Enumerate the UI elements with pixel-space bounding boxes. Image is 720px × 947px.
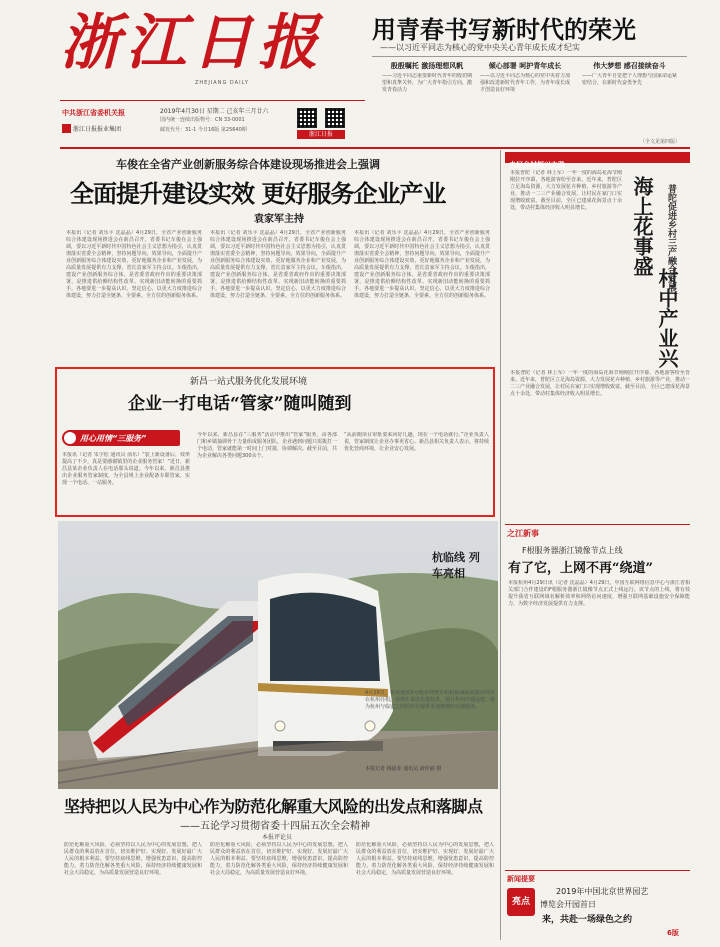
bottom-body-col-2: 防范化解重大风险，必须坚持以人民为中心的发展思想，把人民群众的利益放在首位，切实维护好、实现好、发展好最广大人民的根本利益。要坚持底线思维，增强忧患意识，提高防控能力，着力防范化解各类重大风险，保持经济持续健康发展和社会大局稳定，为高质量发展营造良好环境。 <box>210 842 348 876</box>
promo-col-3-title: 伟大梦想 感召接续奋斗 <box>593 62 666 70</box>
publisher-line: 中共浙江省委机关报 <box>62 109 125 117</box>
column-tag-icon <box>64 432 76 444</box>
feature-kicker: 新昌一站式服务优化发展环境 <box>190 377 308 387</box>
page-ref: 6版 <box>667 929 679 937</box>
highlight-tag: 亮点 <box>507 888 535 916</box>
feature-body-col-1: 本报讯（记者 朱宇松 通讯员 俞乐）“装上新设备后，效率提高了不少，真是要感谢镇里的企业服务管家！”近日，新昌县某企业负责人在电话那头说道。今年以来，新昌县推出企业服务管家制度，为全县规上企业配备专职管家，实现一个电话、一站服务。 <box>62 452 190 486</box>
news-digest-label: 新闻提要 <box>507 875 535 883</box>
column-tag-label: 用心用情“三服务” <box>80 433 147 443</box>
right-top-body-b: 本报普陀（记者 林上军）一年一度的海岛花海节刚刚拉开序幕，各地游客纷至沓来。近年来，普陀区立足海岛资源，大力发展花卉种植、乡村旅游等产业，推动一二三产业融合发展，让村民在家门口实现增收致富。截至目前，全区已建成花海景点十余处，带动村集体经济收入明显增长。 <box>510 370 690 397</box>
promo-col-2-body: ——以习近平同志为核心的党中央着力加强和改进新时代青年工作，为青年成长成才创造良好环境 <box>480 73 570 93</box>
photo-credit: 本报记者 钱晨菲 通讯员 俞佳丽 摄 <box>365 766 442 772</box>
bottom-byline: 本报评论员 <box>262 834 293 841</box>
bottom-headline: 坚持把以人民为中心作为防范化解重大风险的出发点和落脚点 <box>64 797 483 816</box>
feature-body-col-3: “从前跑项目审批要来回好几趟，现在一个电话就行。”企业负责人说，管家制度让企业办事更省心。新昌县相关负责人表示，将持续优化营商环境，让企业安心发展。 <box>344 432 489 452</box>
column-tag <box>62 430 180 446</box>
qr-code-icon <box>297 108 317 128</box>
main-kicker: 车俊在全省产业创新服务综合体建设现场推进会上强调 <box>116 158 380 171</box>
photo-caption-body: 4月29日，杭州地铁5号线首列列车和杭临城际铁路首列车在杭州亮相，该列车采用先进技术，预计年内开通运营，将为杭州与临安之间的出行提供更加便捷的交通服务。 <box>365 690 495 710</box>
right-mid-body: 本报杭州4月29日讯（记者 沈晶晶）4月29日，中国互联网络信息中心与浙江省相关部门合作建设的F根服务器浙江镜像节点正式上线运行。该节点的上线，将有效提升我省互联网域名解析效率和网络访问速度，增强互联网基础设施安全保障能力，为数字经济发展提供有力支撑。 <box>508 580 690 607</box>
main-body-col-1: 本报讯（记者 刘乐平 沈晶晶）4月29日，全省产业创新服务综合体建设现场推进会在新昌召开。省委书记车俊在会上强调，要以习近平新时代中国特色社会主义思想为指引，认真贯彻落实省委全会精神，坚持问题导向、效果导向，全面提升产业创新服务综合体建设实效，更好地服务企业和产业发展，为高质量发展提供有力支撑。省长袁家军主持会议。车俊指出，建设产业创新服务综合体，是省委省政府作出的重要决策部署，是推进供给侧结构性改革、实现新旧动能转换的重要抓手。各地要进一步提高认识，坚定信心，以更大力度推进综合体建设，努力打造全链条、全要素、全方位的创新服务体系。 <box>66 230 202 299</box>
right-section-label: 走好乡村振兴之路 <box>505 152 690 163</box>
headlight-left <box>275 721 285 731</box>
top-promo-headline: 用青春书写新时代的荣光 <box>372 15 636 44</box>
promo-line-3: 来，共赴一场绿色之约 <box>542 915 633 925</box>
feature-headline: 企业一打电话“管家”随叫随到 <box>128 394 352 414</box>
cn-line: 国内统一连续出版物号：CN 33-0001 <box>160 117 245 123</box>
main-headline: 全面提升建设实效 更好服务企业产业 <box>70 179 446 208</box>
main-body-col-2: 本报讯（记者 刘乐平 沈晶晶）4月29日，全省产业创新服务综合体建设现场推进会在新昌召开。省委书记车俊在会上强调，要以习近平新时代中国特色社会主义思想为指引，认真贯彻落实省委全会精神，坚持问题导向、效果导向，全面提升产业创新服务综合体建设实效，更好地服务企业和产业发展，为高质量发展提供有力支撑。省长袁家军主持会议。车俊指出，建设产业创新服务综合体，是省委省政府作出的重要决策部署，是推进供给侧结构性改革、实现新旧动能转换的重要抓手。各地要进一步提高认识，坚定信心，以更大力度推进综合体建设，努力打造全链条、全要素、全方位的创新服务体系。 <box>210 230 346 299</box>
group-name: 浙江日报报业集团 <box>73 126 122 133</box>
bottom-body-col-1: 防范化解重大风险，必须坚持以人民为中心的发展思想，把人民群众的利益放在首位，切实维护好、实现好、发展好最广大人民的根本利益。要坚持底线思维，增强忧患意识，提高防控能力，着力防范化解各类重大风险，保持经济持续健康发展和社会大局稳定，为高质量发展营造良好环境。 <box>64 842 202 876</box>
right-mid-section: 之江新事 <box>507 529 539 538</box>
bottom-body-col-3: 防范化解重大风险，必须坚持以人民为中心的发展思想，把人民群众的利益放在首位，切实维护好、实现好、发展好最广大人民的根本利益。要坚持底线思维，增强忧患意识，提高防控能力，着力防范化解各类重大风险，保持经济持续健康发展和社会大局稳定，为高质量发展营造良好环境。 <box>356 842 494 876</box>
promo-col-1-body: ——习近平同志重要新时代青年的殷切期望和真挚关怀，为广大青年指引方向，激发青春活力 <box>382 73 472 93</box>
group-logo-icon <box>62 124 71 133</box>
promo-col-3-body: ——广大青年自觉把个人理想与国家命运紧密结合，在新时代奋勇争先 <box>582 73 677 86</box>
bottom-subhead: ——五论学习贯彻省委十四届五次全会精神 <box>180 821 370 832</box>
right-headline-a: 海上花事盛 <box>630 176 654 276</box>
date-line: 2019年4月30日 星期二 己亥年三月廿六 <box>160 108 269 115</box>
right-headline-b: 村中产业兴 <box>655 268 679 368</box>
right-mid-headline: 有了它，上网不再“绕道” <box>508 561 653 576</box>
promo-line-2: 博览会开园首日 <box>540 900 596 909</box>
promo-line-1: 2019年中国北京世界园艺 <box>556 887 649 896</box>
photo-caption-title: 杭临线 列车亮相 <box>432 551 480 580</box>
top-promo-subhead: ——以习近平同志为核心的党中央关心青年成长成才纪实 <box>380 43 580 52</box>
red-seal: 浙江日报 <box>297 130 345 139</box>
train-windshield <box>270 593 380 681</box>
promo-col-1-title: 殷殷嘱托 激扬理想风帆 <box>390 62 464 70</box>
masthead <box>60 8 360 118</box>
promo-col-2 <box>480 62 570 115</box>
right-top-body-a: 本报普陀（记者 林上军）一年一度的海岛花海节刚刚拉开序幕，各地游客纷至沓来。近年来，普陀区立足海岛资源，大力发展花卉种植、乡村旅游等产业，推动一二三产业融合发展，让村民在家门口实现增收致富。截至目前，全区已建成花海景点十余处，带动村集体经济收入明显增长。 <box>510 170 622 211</box>
promo-col-2-title: 倾心部署 呵护青年成长 <box>488 62 562 70</box>
masthead-title: 浙江日报 <box>60 8 324 78</box>
masthead-subtitle: ZHEJIANG DAILY <box>195 80 249 86</box>
main-byline: 袁家军主持 <box>254 214 304 225</box>
right-subhead: 普陀促进乡村三产融合发展 <box>666 184 676 292</box>
promo-note: （全文见第四版） <box>640 139 681 145</box>
main-body-col-3: 本报讯（记者 刘乐平 沈晶晶）4月29日，全省产业创新服务综合体建设现场推进会在新昌召开。省委书记车俊在会上强调，要以习近平新时代中国特色社会主义思想为指引，认真贯彻落实省委全会精神，坚持问题导向、效果导向，全面提升产业创新服务综合体建设实效，更好地服务企业和产业发展，为高质量发展提供有力支撑。省长袁家军主持会议。车俊指出，建设产业创新服务综合体，是省委省政府作出的重要决策部署，是推进供给侧结构性改革、实现新旧动能转换的重要抓手。各地要进一步提高认识，坚定信心，以更大力度推进综合体建设，努力打造全链条、全要素、全方位的创新服务体系。 <box>354 230 490 299</box>
feature-body-col-2: 今年以来，新昌县在“三服务”活动中推出“管家”服务，由各部门和乡镇抽调骨干力量组成服务团队，企业遇到问题只需拨打一个电话，管家就能第一时间上门对接，协调解决。截至目前，共为企业解决各类问题300余个。 <box>197 432 337 459</box>
right-mid-kicker: F根服务器浙江镜像节点上线 <box>522 546 623 555</box>
promo-col-1 <box>382 62 472 115</box>
qr-code-icon-2 <box>325 108 345 128</box>
code-line: 邮发代号：31-1 今日16版 第25640期 <box>160 127 247 133</box>
group-logo <box>62 124 121 133</box>
promo-col-3 <box>582 62 677 115</box>
